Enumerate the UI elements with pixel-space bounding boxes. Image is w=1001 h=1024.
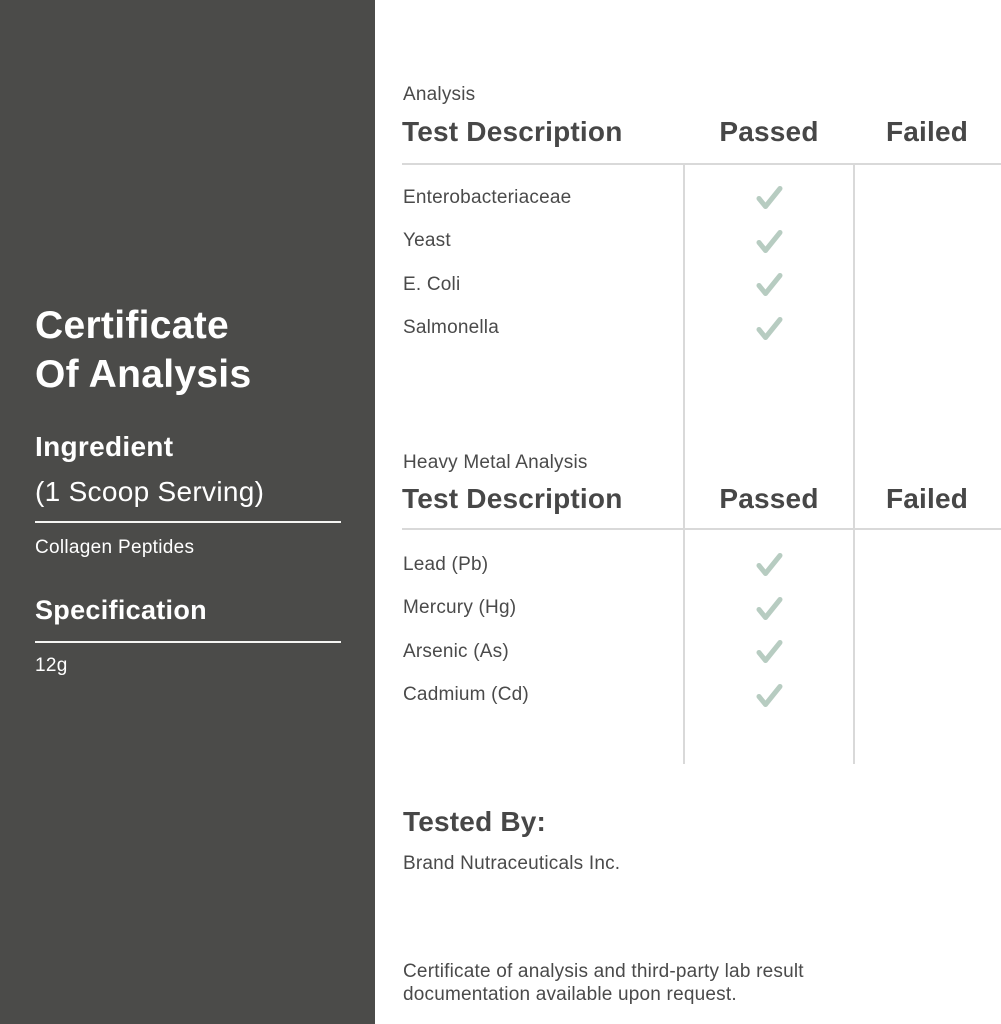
column-header-failed: Failed [885,116,969,147]
check-icon [753,550,786,579]
check-icon [753,227,786,256]
check-icon [753,183,786,212]
test-description-cell: Enterobacteriaceae [403,186,572,208]
table-row [402,307,1001,351]
table-row [402,674,1001,718]
section-label-analysis: Analysis [403,84,476,105]
ingredient-subheading: (1 Scoop Serving) [35,476,265,507]
tested-by-heading: Tested By: [403,806,547,837]
column-header-test-description: Test Description [402,116,623,147]
ingredient-value: Collagen Peptides [35,537,195,558]
specification-heading: Specification [35,595,207,625]
header-rule-heavy-metal [402,528,1001,530]
test-description-cell: E. Coli [403,273,461,295]
ingredient-divider [35,521,341,523]
table-body-analysis [402,176,1001,350]
check-icon [753,314,786,343]
passed-cell [685,314,853,343]
test-description-cell: Arsenic (As) [403,640,509,662]
passed-cell [685,681,853,710]
tested-by-value: Brand Nutraceuticals Inc. [403,853,621,874]
section-label-heavy-metal: Heavy Metal Analysis [403,452,588,473]
table-row [402,176,1001,220]
column-header-test-description: Test Description [402,483,623,514]
passed-cell [685,594,853,623]
column-header-passed: Passed [719,483,819,514]
footer-note: Certificate of analysis and third-party lab result documentation available upon request. [403,961,804,1005]
test-description-cell: Salmonella [403,317,499,339]
info-panel [0,0,375,1024]
test-description-cell: Lead (Pb) [403,553,489,575]
passed-cell [685,183,853,212]
check-icon [753,270,786,299]
table-row [402,543,1001,587]
certificate-title-line1: Certificate [35,304,230,347]
specification-value: 12g [35,655,68,676]
results-area [402,0,1001,1024]
table-header-analysis [402,111,1001,153]
test-description-cell: Cadmium (Cd) [403,684,529,706]
passed-cell [685,550,853,579]
test-description-cell: Yeast [403,230,451,252]
certificate-title-line2: Of Analysis [35,353,252,396]
table-header-heavy-metal [402,478,1001,520]
check-icon [753,594,786,623]
table-row [402,630,1001,674]
check-icon [753,681,786,710]
table-row [402,263,1001,307]
specification-divider [35,641,341,643]
table-row [402,587,1001,631]
table-row [402,220,1001,264]
check-icon [753,637,786,666]
table-body-heavy-metal [402,543,1001,717]
certificate-title [35,301,251,399]
passed-cell [685,227,853,256]
passed-cell [685,637,853,666]
header-rule-analysis [402,163,1001,165]
column-header-passed: Passed [719,116,819,147]
column-header-failed: Failed [885,483,969,514]
test-description-cell: Mercury (Hg) [403,597,517,619]
passed-cell [685,270,853,299]
ingredient-heading: Ingredient [35,431,174,462]
